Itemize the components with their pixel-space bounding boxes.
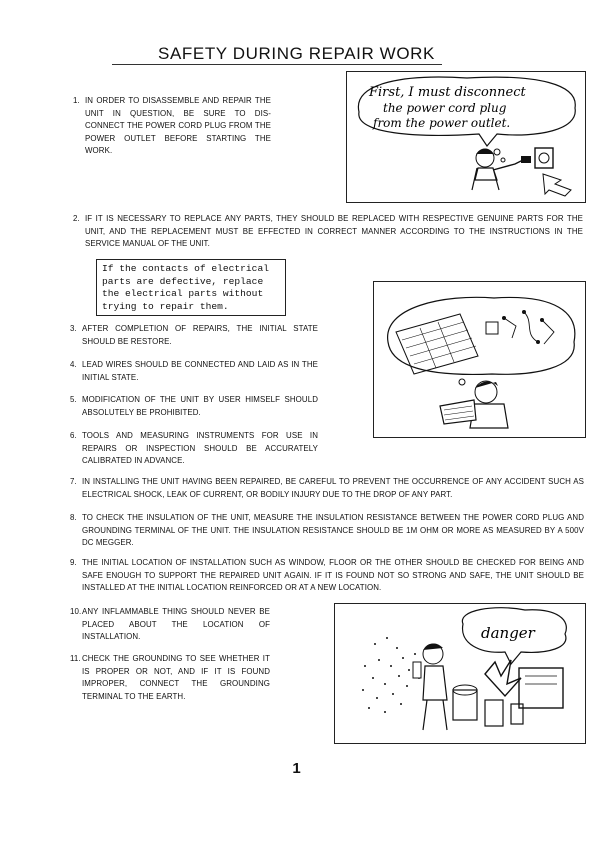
- list-item: [70, 653, 270, 703]
- note-line: If the contacts of electrical: [102, 263, 269, 274]
- technician-reading-manual-illustration: [374, 282, 585, 437]
- title-underline: [112, 64, 442, 65]
- item-text: LEAD WIRES SHOULD BE CONNECTED AND LAID AS IN THE INITIAL STATE.: [82, 360, 318, 382]
- speech-line-3: from the power outlet.: [373, 116, 511, 130]
- spray-dots: [362, 637, 420, 713]
- speech-line-2: the power cord plug: [383, 101, 507, 115]
- item-number: 2.: [73, 214, 80, 223]
- illustration-inflammable-danger: [334, 603, 586, 744]
- list-item: [70, 394, 318, 419]
- danger-label: danger: [481, 624, 535, 642]
- note-line: trying to repair them.: [102, 300, 229, 312]
- item-text: IN ORDER TO DISASSEMBLE AND REPAIR THE UNIT IN QUESTION, BE SURE TO DIS- CONNECT THE POWER CORD PLUG FROM THE POWER OUTLET BEFORE STARTING THE WORK.: [85, 96, 271, 155]
- illustration-disconnect-plug: [346, 71, 586, 203]
- list-item: [70, 557, 584, 595]
- item-text: TOOLS AND MEASURING INSTRUMENTS FOR USE IN REPAIRS OR INSPECTION SHOULD BE ACCURATELY CALIBRATED IN ADVANCE.: [82, 431, 318, 465]
- page-number: 1: [292, 760, 301, 777]
- list-item: [70, 606, 270, 644]
- list-item: [70, 430, 318, 468]
- item-number: 3.: [70, 324, 77, 333]
- item-number: 8.: [70, 513, 77, 522]
- item-number: 4.: [70, 360, 77, 369]
- list-item: [70, 323, 318, 348]
- item-text: MODIFICATION OF THE UNIT BY USER HIMSELF SHOULD ABSOLUTELY BE PROHIBITED.: [82, 395, 318, 417]
- item-number: 7.: [70, 477, 77, 486]
- list-item: [70, 476, 584, 501]
- item-number: 10.: [70, 607, 82, 616]
- illustration-manual-reading: [373, 281, 586, 438]
- item-text: ANY INFLAMMABLE THING SHOULD NEVER BE PLACED ABOUT THE LOCATION OF INSTALLATION.: [82, 607, 270, 641]
- item-number: 5.: [70, 395, 77, 404]
- speech-line-1: First, I must disconnect: [369, 85, 526, 100]
- item-text: THE INITIAL LOCATION OF INSTALLATION SUCH AS WINDOW, FLOOR OR THE OTHER SHOULD BE CHECKED FOR BEING AND SAFE ENOUGH TO SUPPORT THE REPAIRED UNIT AGAIN. IF IT IS FOUND NOT SO STRONG AND SAFE, THE UNIT SHOULD BE INSTALLED AT THE INITIAL LOCATION REINFORCED OR AT A NEW LOCATION.: [82, 558, 584, 592]
- item-number: 11.: [70, 654, 81, 663]
- item-text: AFTER COMPLETION OF REPAIRS, THE INITIAL STATE SHOULD BE RESTORE.: [82, 324, 318, 346]
- page-title: SAFETY DURING REPAIR WORK: [158, 44, 435, 63]
- item-text: IN INSTALLING THE UNIT HAVING BEEN REPAIRED, BE CAREFUL TO PREVENT THE OCCURRENCE OF ANY ACCIDENT SUCH AS ELECTRICAL SHOCK, LEAK OF CURRENT, OR BODILY INJURY DUE TO THE DROP OF ANY PART.: [82, 477, 584, 499]
- list-item: [73, 95, 271, 158]
- list-item: [73, 213, 583, 251]
- note-line: parts are defective, replace: [102, 275, 264, 287]
- item-number: 9.: [70, 558, 77, 567]
- item-number: 1.: [73, 96, 80, 105]
- item-text: IF IT IS NECESSARY TO REPLACE ANY PARTS, THEY SHOULD BE REPLACED WITH RESPECTIVE GENUINE PARTS FOR THE UNIT, AND THE REPLACEMENT MUST BE EFFECTED IN CORRECT MANNER ACCORDING TO THE INSTRUCTIONS IN THE SERVICE MANUAL OF THE UNIT.: [85, 214, 583, 248]
- spray-danger-illustration: [335, 604, 585, 743]
- list-item: [70, 512, 584, 550]
- item-text: TO CHECK THE INSULATION OF THE UNIT, MEASURE THE INSULATION RESISTANCE BETWEEN THE POWER CORD PLUG AND GROUNDING TERMINAL OF THE UNIT. THE INSULATION RESISTANCE SHOULD BE 1M OHM OR MORE AS MEASURED BY A 500V DC MEGGER.: [82, 513, 584, 547]
- list-item: [70, 359, 318, 384]
- technician-unplugging-illustration: [347, 72, 585, 202]
- item-number: 6.: [70, 431, 77, 440]
- note-line: the electrical parts without: [102, 288, 264, 300]
- note-box: [96, 259, 286, 316]
- item-text: CHECK THE GROUNDING TO SEE WHETHER IT IS PROPER OR NOT, AND IF IT IS FOUND IMPROPER, CONNECT THE GROUNDING TERMINAL TO THE EARTH.: [82, 654, 270, 701]
